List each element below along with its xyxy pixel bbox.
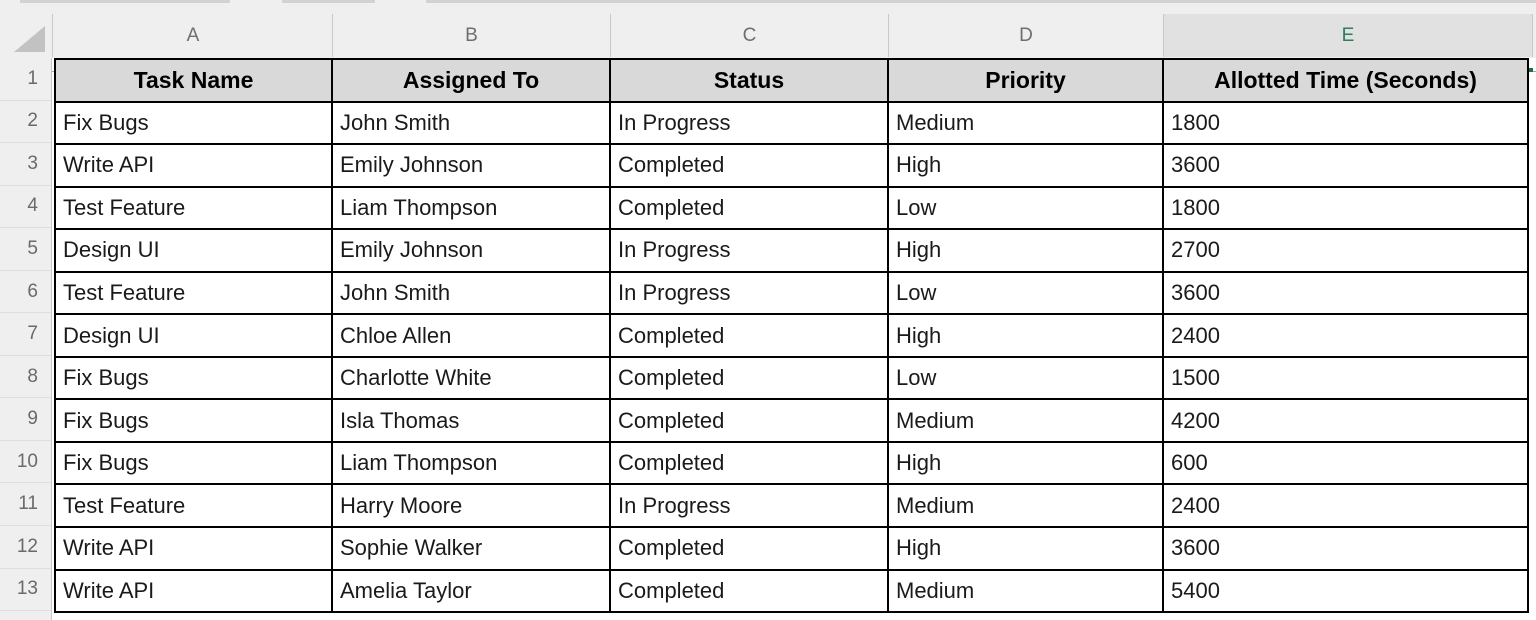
cell-a8[interactable]: Fix Bugs — [55, 357, 332, 400]
cell-a9[interactable]: Fix Bugs — [55, 399, 332, 442]
cell-e11[interactable]: 2400 — [1163, 484, 1528, 527]
toolbar-remnant — [426, 0, 1536, 3]
cell-d1[interactable]: Priority — [888, 59, 1163, 102]
cell-c2[interactable]: In Progress — [610, 102, 888, 145]
cell-b4[interactable]: Liam Thompson — [332, 187, 610, 230]
cell-c1[interactable]: Status — [610, 59, 888, 102]
cell-e2[interactable]: 1800 — [1163, 102, 1528, 145]
row-header-2[interactable]: 2 — [0, 101, 51, 144]
table-row — [55, 314, 1528, 357]
cell-d4[interactable]: Low — [888, 187, 1163, 230]
cell-b12[interactable]: Sophie Walker — [332, 527, 610, 570]
cell-c7[interactable]: Completed — [610, 314, 888, 357]
column-header-b[interactable]: B — [333, 14, 611, 57]
select-all-button[interactable] — [0, 14, 53, 57]
cell-a2[interactable]: Fix Bugs — [55, 102, 332, 145]
cell-c10[interactable]: Completed — [610, 442, 888, 485]
row-header-10[interactable]: 10 — [0, 441, 51, 484]
cell-d2[interactable]: Medium — [888, 102, 1163, 145]
row-header-3[interactable]: 3 — [0, 143, 51, 186]
row-header-13[interactable]: 13 — [0, 569, 51, 612]
cell-c4[interactable]: Completed — [610, 187, 888, 230]
cell-d7[interactable]: High — [888, 314, 1163, 357]
cell-c8[interactable]: Completed — [610, 357, 888, 400]
column-header-strip — [0, 14, 1536, 57]
cell-a12[interactable]: Write API — [55, 527, 332, 570]
toolbar-remnant — [282, 0, 375, 3]
cell-c9[interactable]: Completed — [610, 399, 888, 442]
row-header-1[interactable]: 1 — [0, 58, 51, 101]
cell-c3[interactable]: Completed — [610, 144, 888, 187]
cell-a1[interactable]: Task Name — [55, 59, 332, 102]
cell-d13[interactable]: Medium — [888, 570, 1163, 613]
cell-c12[interactable]: Completed — [610, 527, 888, 570]
table-row — [55, 399, 1528, 442]
cell-e12[interactable]: 3600 — [1163, 527, 1528, 570]
cell-a10[interactable]: Fix Bugs — [55, 442, 332, 485]
cell-b10[interactable]: Liam Thompson — [332, 442, 610, 485]
cell-b3[interactable]: Emily Johnson — [332, 144, 610, 187]
row-header-7[interactable]: 7 — [0, 313, 51, 356]
column-header-e[interactable]: E — [1164, 14, 1533, 57]
cell-d10[interactable]: High — [888, 442, 1163, 485]
table-row — [55, 144, 1528, 187]
worksheet-table — [54, 58, 1529, 613]
row-header-column — [0, 58, 52, 620]
cell-d5[interactable]: High — [888, 229, 1163, 272]
column-header-d[interactable]: D — [889, 14, 1164, 57]
cell-a4[interactable]: Test Feature — [55, 187, 332, 230]
cell-b2[interactable]: John Smith — [332, 102, 610, 145]
cell-c13[interactable]: Completed — [610, 570, 888, 613]
table-row — [55, 187, 1528, 230]
table-row — [55, 484, 1528, 527]
cell-d9[interactable]: Medium — [888, 399, 1163, 442]
cell-d8[interactable]: Low — [888, 357, 1163, 400]
select-all-triangle-icon — [14, 26, 45, 52]
cell-a6[interactable]: Test Feature — [55, 272, 332, 315]
row-header-11[interactable]: 11 — [0, 483, 51, 526]
cell-c5[interactable]: In Progress — [610, 229, 888, 272]
cell-e3[interactable]: 3600 — [1163, 144, 1528, 187]
table-row — [55, 527, 1528, 570]
cell-e1[interactable]: Allotted Time (Seconds) — [1163, 59, 1528, 102]
cell-b1[interactable]: Assigned To — [332, 59, 610, 102]
cell-b7[interactable]: Chloe Allen — [332, 314, 610, 357]
cell-b13[interactable]: Amelia Taylor — [332, 570, 610, 613]
cell-d3[interactable]: High — [888, 144, 1163, 187]
row-header-8[interactable]: 8 — [0, 356, 51, 399]
cell-b8[interactable]: Charlotte White — [332, 357, 610, 400]
cell-e6[interactable]: 3600 — [1163, 272, 1528, 315]
toolbar-remnant — [20, 0, 230, 3]
cell-d6[interactable]: Low — [888, 272, 1163, 315]
cell-e9[interactable]: 4200 — [1163, 399, 1528, 442]
table-row — [55, 272, 1528, 315]
cell-a7[interactable]: Design UI — [55, 314, 332, 357]
cell-a11[interactable]: Test Feature — [55, 484, 332, 527]
cell-b9[interactable]: Isla Thomas — [332, 399, 610, 442]
row-header-6[interactable]: 6 — [0, 271, 51, 314]
column-header-a[interactable]: A — [54, 14, 333, 57]
cell-b11[interactable]: Harry Moore — [332, 484, 610, 527]
row-header-12[interactable]: 12 — [0, 526, 51, 569]
table-row — [55, 229, 1528, 272]
table-row — [55, 442, 1528, 485]
cell-d11[interactable]: Medium — [888, 484, 1163, 527]
row-header-5[interactable]: 5 — [0, 228, 51, 271]
cell-e8[interactable]: 1500 — [1163, 357, 1528, 400]
cell-a3[interactable]: Write API — [55, 144, 332, 187]
cell-e10[interactable]: 600 — [1163, 442, 1528, 485]
cell-c6[interactable]: In Progress — [610, 272, 888, 315]
cell-b6[interactable]: John Smith — [332, 272, 610, 315]
cell-e4[interactable]: 1800 — [1163, 187, 1528, 230]
cell-e7[interactable]: 2400 — [1163, 314, 1528, 357]
table-row — [55, 357, 1528, 400]
cell-e5[interactable]: 2700 — [1163, 229, 1528, 272]
cell-d12[interactable]: High — [888, 527, 1163, 570]
table-row — [55, 570, 1528, 613]
table-header-row — [55, 59, 1528, 102]
cell-a13[interactable]: Write API — [55, 570, 332, 613]
cell-c11[interactable]: In Progress — [610, 484, 888, 527]
column-header-c[interactable]: C — [611, 14, 889, 57]
cell-b5[interactable]: Emily Johnson — [332, 229, 610, 272]
row-header-4[interactable]: 4 — [0, 186, 51, 229]
cell-a5[interactable]: Design UI — [55, 229, 332, 272]
cell-e13[interactable]: 5400 — [1163, 570, 1528, 613]
table-row — [55, 102, 1528, 145]
row-header-9[interactable]: 9 — [0, 398, 51, 441]
